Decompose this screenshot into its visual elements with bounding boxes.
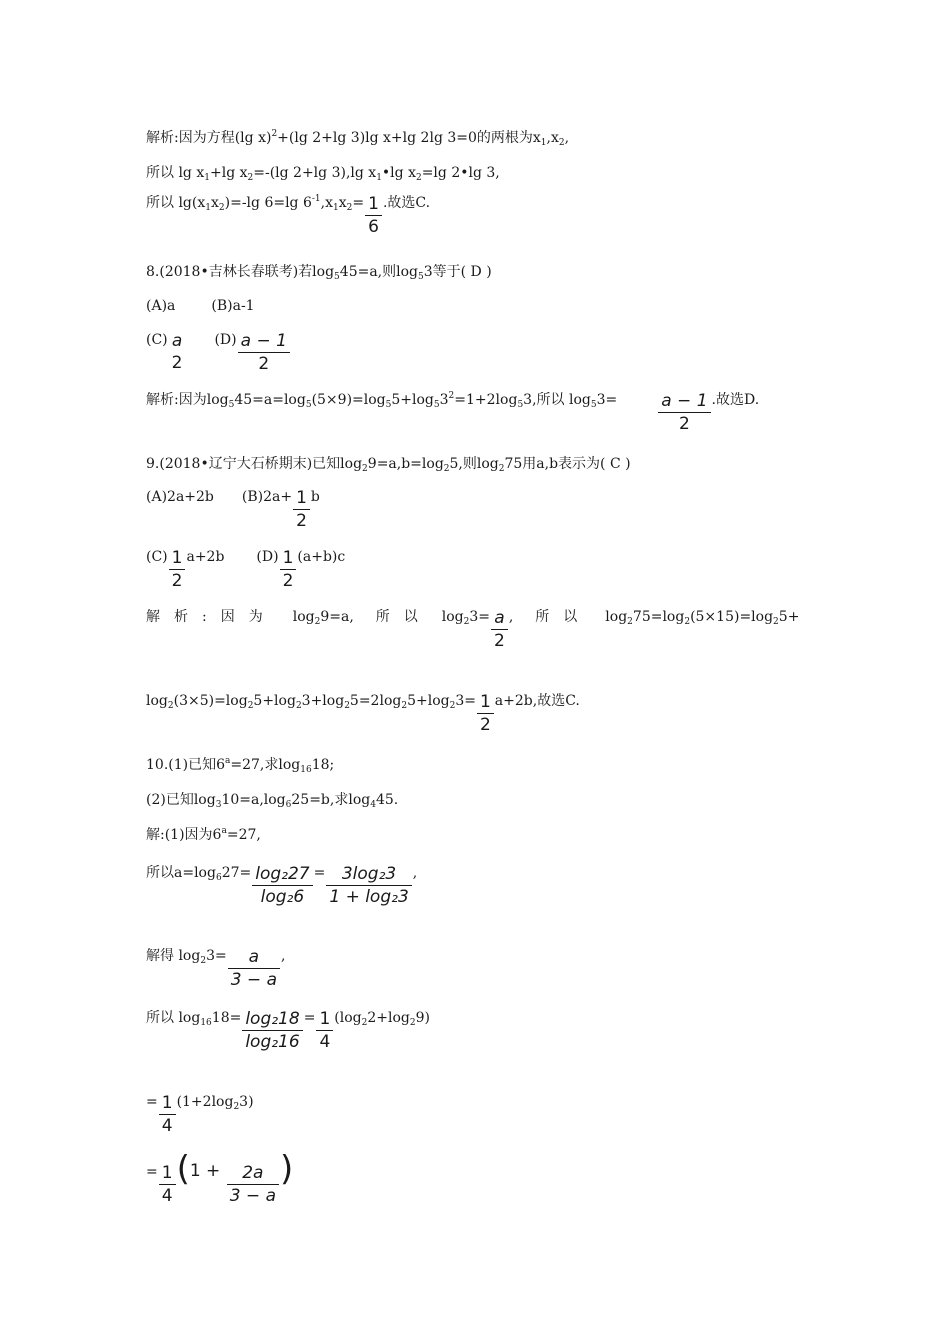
sub: 5 [385, 400, 392, 410]
sup: a [225, 756, 231, 766]
text: , [412, 865, 418, 881]
fraction [658, 390, 710, 435]
denominator: log₂6 [260, 887, 305, 907]
sub: 5 [334, 272, 340, 282]
text: 3+log [301, 693, 345, 709]
text: 45=a,则log [339, 264, 418, 280]
text: (2)已知log [146, 792, 216, 808]
fraction [252, 863, 312, 908]
text: )=-lg 6=lg 6 [224, 195, 312, 211]
denominator: 4 [161, 1116, 173, 1136]
fraction [326, 863, 411, 908]
sub: 3 [215, 800, 222, 810]
sub: 2 [218, 203, 225, 213]
sup: 2 [271, 129, 278, 139]
fraction [293, 487, 310, 532]
fraction [316, 1008, 333, 1053]
text: =-(lg 2+lg 3),lg x [253, 165, 377, 181]
text: 9=a, [320, 609, 354, 625]
text: 10.(1)已知6 [146, 757, 226, 773]
solution-10-line-3 [146, 946, 285, 991]
solution-8 [146, 390, 759, 435]
fraction [365, 193, 382, 238]
solution-line-2 [146, 164, 500, 182]
sub: 5 [517, 400, 524, 410]
text: 3) [239, 1094, 254, 1110]
option-d-label: (D) [256, 549, 279, 565]
option-c-label: (C) [146, 549, 168, 565]
sub: 2 [314, 617, 321, 627]
text: 8.(2018•吉林长春联考)若log [146, 264, 335, 280]
sub: 2 [463, 617, 470, 627]
text: 3= [455, 693, 476, 709]
text: +(lg 2+lg 3)lg x+lg 2lg 3=0的两根为x [277, 130, 541, 146]
numerator: 1 [479, 692, 491, 712]
question-8 [146, 263, 492, 281]
numerator: 1 [171, 548, 183, 568]
numerator: a [494, 608, 505, 628]
text: 所以 lg(x [146, 195, 206, 211]
text: 9=a,b=log [367, 456, 444, 472]
text: x [210, 195, 219, 211]
sub: 6 [285, 800, 292, 810]
solution-10-line-6 [146, 1149, 294, 1207]
sub: 2 [344, 701, 350, 711]
numerator: 3log₂3 [341, 864, 397, 884]
text: ,x [546, 130, 559, 146]
text: +lg x [209, 165, 248, 181]
denominator: 2 [296, 511, 307, 531]
numerator: 1 [319, 1009, 331, 1029]
sub: 5 [305, 400, 312, 410]
denominator: 2 [171, 571, 183, 591]
denominator: 2 [282, 571, 294, 591]
denominator: 3 − a [230, 970, 277, 990]
text: .故选C. [382, 195, 431, 211]
text: =27, [226, 827, 261, 843]
text: b [310, 489, 320, 505]
right-paren: ) [280, 1149, 294, 1189]
sub: 16 [200, 1018, 212, 1028]
sub: 1 [333, 203, 339, 213]
solution-line-3 [146, 193, 430, 238]
text: 75用a,b表示为( C ) [504, 456, 631, 472]
numerator: a [171, 331, 183, 351]
sub: 1 [205, 203, 211, 213]
q8-options-cd [146, 330, 291, 375]
text: 25=b,求log [291, 792, 371, 808]
fraction [242, 1008, 302, 1053]
equals: = [313, 865, 326, 881]
text: (3×5)=log [173, 693, 248, 709]
text: 所以 lg x [146, 165, 205, 181]
text: 所以 [535, 609, 592, 625]
sup: -1 [311, 194, 321, 204]
sub: 2 [362, 464, 368, 474]
equals: = [303, 1010, 316, 1026]
sub: 5 [228, 400, 235, 410]
text: log [146, 693, 168, 709]
sub: 2 [684, 617, 691, 627]
text: (1+2log [176, 1094, 234, 1110]
fraction [169, 547, 186, 592]
numerator: a − 1 [661, 391, 708, 411]
denominator: 6 [368, 217, 379, 237]
denominator: 2 [479, 715, 491, 735]
text: 18; [311, 757, 335, 773]
numerator: log₂18 [245, 1009, 300, 1029]
text: 1 + [189, 1161, 226, 1181]
sub: 2 [415, 173, 422, 183]
sub: 2 [558, 138, 565, 148]
sub: 5 [418, 272, 424, 282]
sub: 2 [295, 701, 302, 711]
sub: 5 [433, 400, 440, 410]
text: =27,求log [230, 757, 301, 773]
fraction [477, 691, 494, 736]
option-a: (A)a [146, 298, 176, 314]
text: 解得 log [146, 948, 201, 964]
text: ,x [320, 195, 334, 211]
numerator: 1 [161, 1093, 173, 1113]
denominator: 3 − a [229, 1186, 276, 1206]
question-9 [146, 455, 631, 473]
fraction [227, 1162, 279, 1207]
sub: 1 [540, 138, 547, 148]
text: 所以 log [146, 1010, 201, 1026]
sub: 2 [233, 1102, 240, 1112]
sub: 2 [247, 701, 254, 711]
denominator: 2 [678, 414, 690, 434]
text: log [292, 609, 315, 625]
sup: a [221, 826, 227, 836]
text: log [605, 609, 628, 625]
solution-10-line-2 [146, 863, 417, 908]
equals: = [146, 1094, 158, 1110]
q9-options-cd [146, 547, 345, 592]
question-10-part-1 [146, 756, 334, 774]
text: .故选D. [711, 392, 760, 408]
sub: 5 [590, 400, 597, 410]
sub: 2 [498, 464, 505, 474]
text: 5+log [391, 392, 434, 408]
sup: 2 [448, 391, 455, 401]
sub: 2 [627, 617, 633, 627]
numerator: a − 1 [240, 331, 287, 351]
text: 解析:因为方程(lg x) [146, 130, 272, 146]
sub: 2 [401, 701, 408, 711]
text: 18= [211, 1010, 242, 1026]
text: 2+log [367, 1010, 410, 1026]
text: 5+ [778, 609, 800, 625]
text: x [338, 195, 347, 211]
sub: 2 [200, 956, 207, 966]
solution-10-line-4 [146, 1008, 430, 1053]
q8-options-ab [146, 297, 255, 315]
text: (5×9)=log [311, 392, 386, 408]
numerator: 2a [242, 1163, 264, 1183]
text: 3= [206, 948, 227, 964]
denominator: log₂16 [245, 1032, 300, 1052]
fraction [228, 946, 280, 991]
fraction [159, 1162, 176, 1207]
solution-9-line-2 [146, 691, 580, 736]
numerator: 1 [161, 1163, 173, 1183]
text: 3,所以 log [523, 392, 591, 408]
question-10-part-2 [146, 791, 398, 809]
option-b: (B)2a+ [241, 489, 293, 505]
text: 5=2log [349, 693, 402, 709]
text: , [564, 130, 570, 146]
text: a+2b [186, 549, 225, 565]
equals: = [146, 1164, 158, 1180]
fraction [280, 547, 297, 592]
option-b: (B)a-1 [211, 298, 255, 314]
fraction [159, 1092, 176, 1137]
sub: 1 [204, 173, 210, 183]
text: = [352, 195, 365, 211]
numerator: 1 [296, 488, 307, 508]
option-c-label: (C) [146, 332, 168, 348]
text: 27= [221, 865, 252, 881]
denominator: 1 + log₂3 [329, 887, 409, 907]
text: a+2b,故选C. [494, 693, 580, 709]
numerator: 1 [282, 548, 294, 568]
fraction [238, 330, 290, 375]
text: 3 [439, 392, 449, 408]
sub: 2 [443, 464, 450, 474]
denominator: 2 [171, 353, 183, 373]
sub: 2 [167, 701, 174, 711]
text: 5+log [253, 693, 296, 709]
text: log [441, 609, 464, 625]
text: 3= [469, 609, 491, 625]
denominator: 4 [161, 1186, 173, 1206]
denominator: 4 [319, 1032, 331, 1052]
text: 解:(1)因为6 [146, 827, 222, 843]
sub: 2 [346, 203, 353, 213]
option-a: (A)2a+2b [146, 489, 214, 505]
text: 3= [596, 392, 618, 408]
solution-line-1 [146, 129, 569, 147]
text: •lg x [381, 165, 416, 181]
text: (5×15)=log [690, 609, 774, 625]
text: 所以 [375, 609, 432, 625]
q9-options-ab [146, 487, 320, 532]
text: 9.(2018•辽宁大石桥期末)已知log [146, 456, 363, 472]
option-d-label: (D) [214, 332, 237, 348]
left-paren: ( [176, 1149, 190, 1189]
sub: 6 [215, 873, 222, 883]
fraction [169, 330, 186, 374]
text: (log [334, 1010, 362, 1026]
solution-9-line-1 [146, 607, 799, 652]
sub: 2 [773, 617, 779, 627]
sub: 16 [300, 765, 312, 775]
numerator: a [248, 947, 260, 967]
sub: 1 [376, 173, 382, 183]
numerator: 1 [368, 194, 379, 214]
text: 3等于( D ) [423, 264, 492, 280]
numerator: log₂27 [255, 864, 310, 884]
text: , [508, 609, 514, 625]
text: =1+2log [454, 392, 518, 408]
text: 75=log [632, 609, 685, 625]
text: =lg 2•lg 3, [421, 165, 500, 181]
fraction [491, 607, 508, 652]
sub: 2 [361, 1018, 368, 1028]
sub: 4 [370, 800, 376, 810]
solution-10-line-5 [146, 1092, 254, 1137]
text: 解析:因为 [146, 609, 277, 625]
text: 解析:因为log [146, 392, 229, 408]
denominator: 2 [494, 631, 505, 651]
denominator: 2 [258, 354, 270, 374]
text: 5,则log [449, 456, 499, 472]
text: 45=a=log [234, 392, 306, 408]
text: 45. [375, 792, 399, 808]
solution-10-line-1 [146, 826, 261, 844]
text: 9) [415, 1010, 430, 1026]
text: 10=a,log [221, 792, 286, 808]
sub: 2 [247, 173, 254, 183]
sub: 2 [409, 1018, 416, 1028]
text: 所以a=log [146, 865, 216, 881]
text: 5+log [407, 693, 450, 709]
text: , [281, 948, 286, 964]
text: (a+b)c [297, 549, 346, 565]
sub: 2 [449, 701, 456, 711]
